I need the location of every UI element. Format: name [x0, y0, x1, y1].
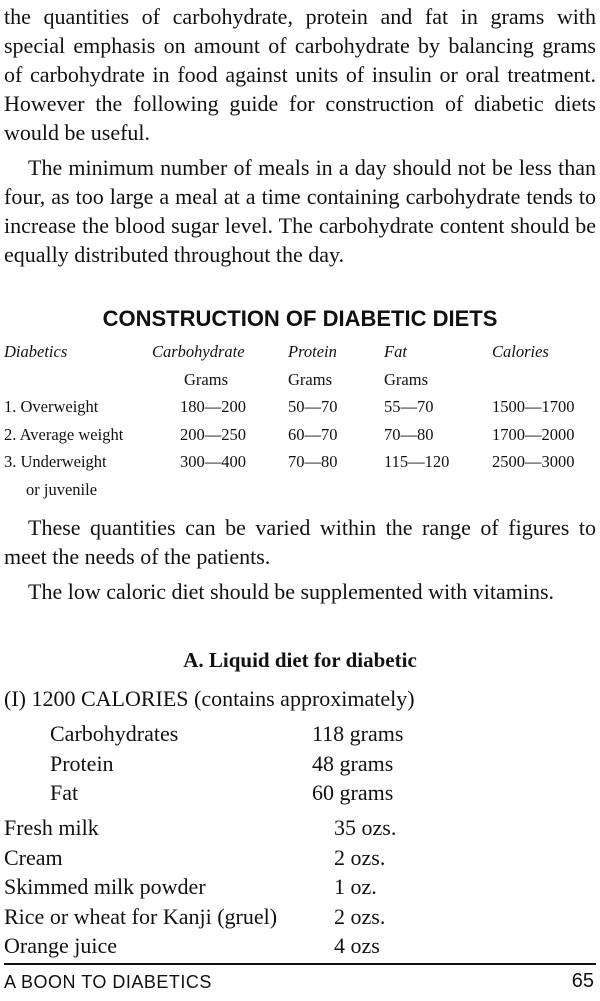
- paragraph-meals: [4, 153, 596, 269]
- paragraph-vitamins: [4, 577, 596, 606]
- table-cell: 115—120: [384, 452, 450, 471]
- table-units-row: [4, 370, 596, 398]
- table-cell: 200—250: [180, 424, 246, 444]
- table-unit: Grams: [288, 369, 332, 389]
- list-item: [50, 749, 450, 779]
- item-label: Fresh milk: [4, 815, 99, 840]
- ingredients-list: [4, 813, 564, 961]
- table-unit: Grams: [184, 369, 228, 389]
- table-cell: 3. Underweight: [4, 452, 107, 471]
- item-value: 1 oz.: [334, 874, 377, 899]
- table-row: [4, 425, 596, 453]
- list-item: [50, 719, 450, 749]
- item-label: Fat: [50, 780, 79, 805]
- table-cell: 180—200: [180, 397, 246, 416]
- list-item: [4, 902, 564, 932]
- table-cell: 70—80: [288, 452, 338, 471]
- item-label: Orange juice: [4, 933, 117, 958]
- item-value: 2 ozs.: [334, 844, 386, 870]
- list-item: [4, 931, 564, 961]
- table-cell: 2. Average weight: [4, 424, 124, 444]
- table-header-row: [4, 342, 596, 370]
- item-value: 4 ozs: [334, 933, 380, 958]
- table-row-continuation: [4, 480, 596, 508]
- table-cell: 1700—2000: [492, 424, 575, 444]
- list-item: [4, 813, 564, 843]
- paragraph-quantities: [4, 513, 596, 571]
- item-value: 35 ozs.: [334, 815, 397, 840]
- table-cell: or juvenile: [26, 479, 98, 499]
- item-value: 60 grams: [312, 780, 394, 805]
- item-label: Protein: [50, 750, 114, 776]
- table-header: Carbohydrate: [152, 342, 245, 361]
- calorie-line: (I) 1200 CALORIES (contains approximately): [4, 686, 415, 711]
- item-label: Skimmed milk powder: [4, 874, 206, 899]
- subheading-liquid-diet: A. Liquid diet for diabetic: [183, 648, 417, 672]
- list-item: [4, 843, 564, 873]
- item-label: Cream: [4, 844, 63, 870]
- paragraph-text: The minimum number of meals in a day should not be less than four, as too large a meal at a time containing carbohydrate tends to increase the blood sugar level. The carbohydrate content should be equally distributed throughout the day.: [4, 155, 596, 267]
- paragraph-text: These quantities can be varied within the range of figures to meet the needs of the patients.: [4, 515, 596, 569]
- item-label: Carbohydrates: [50, 721, 179, 746]
- paragraph-text: The low caloric diet should be supplemented with vitamins.: [28, 579, 555, 604]
- table-cell: 60—70: [288, 424, 338, 444]
- diet-table: [4, 342, 596, 507]
- item-label: Rice or wheat for Kanji (gruel): [4, 903, 278, 929]
- list-item: [4, 872, 564, 902]
- table-cell: 50—70: [288, 397, 338, 416]
- table-header: Fat: [384, 342, 407, 361]
- table-cell: 1. Overweight: [4, 397, 99, 416]
- list-item: [50, 778, 450, 808]
- item-value: 118 grams: [312, 721, 404, 746]
- paragraph-text: the quantities of carbohydrate, protein and fat in grams with special emphasis on amount of carbohydrate by balancing grams of carbohydrate in food against units of insulin or oral treatment. However the following guide for construction of diabetic diets would be useful.: [4, 4, 596, 145]
- table-cell: 2500—3000: [492, 452, 575, 471]
- page-number: 65: [571, 970, 594, 992]
- table-header: Calories: [492, 342, 549, 361]
- table-row: [4, 452, 596, 480]
- table-header: Diabetics: [4, 342, 68, 361]
- table-cell: 70—80: [384, 424, 434, 444]
- section-heading: CONSTRUCTION OF DIABETIC DIETS: [102, 306, 498, 331]
- table-unit: Grams: [384, 369, 428, 389]
- item-value: 2 ozs.: [334, 903, 386, 929]
- table-cell: 55—70: [384, 397, 434, 416]
- footer-divider: [4, 963, 596, 965]
- table-cell: 300—400: [180, 452, 246, 471]
- table-header: Protein: [288, 342, 337, 361]
- paragraph-intro: [4, 2, 596, 147]
- composition-list: [50, 719, 450, 808]
- table-row: [4, 397, 596, 425]
- table-cell: 1500—1700: [492, 397, 575, 416]
- item-value: 48 grams: [312, 750, 394, 776]
- running-footer-title: A BOON TO DIABETICS: [4, 972, 212, 992]
